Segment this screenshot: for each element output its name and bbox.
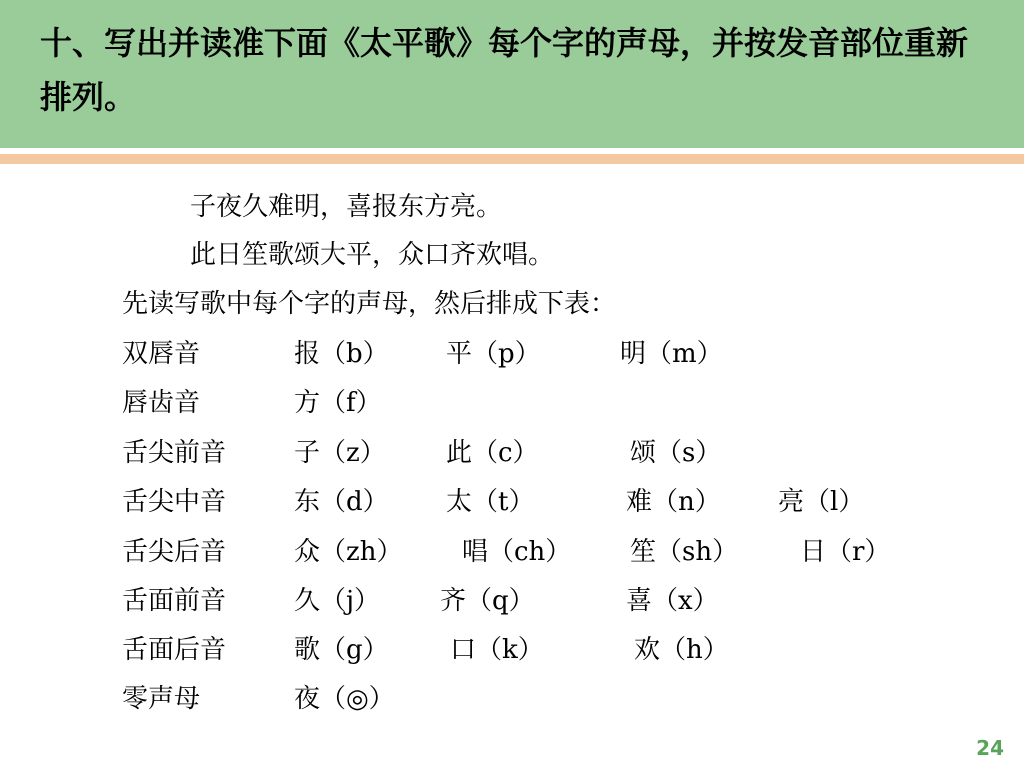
instruction-text: 先读写歌中每个字的声母，然后排成下表：: [122, 289, 617, 319]
row-category: 舌尖中音: [122, 487, 227, 517]
row-item: 口（k）: [450, 635, 544, 665]
row-item: 歌（g）: [294, 635, 389, 665]
row-item: 平（p）: [446, 339, 541, 369]
row-category: 双唇音: [122, 339, 201, 369]
row-item: 子（z）: [294, 438, 386, 468]
row-item: 颂（s）: [630, 438, 722, 468]
row-item: 亮（l）: [778, 487, 865, 517]
row-item: 久（j）: [294, 586, 381, 616]
row-item: 众（zh）: [294, 537, 403, 567]
row-category: 舌面前音: [122, 586, 227, 616]
row-item: 东（d）: [294, 487, 389, 517]
row-item: 方（f）: [294, 388, 382, 418]
poem-line-2: 此日笙歌颂大平，众口齐欢唱。: [190, 240, 555, 270]
row-item: 齐（q）: [440, 586, 535, 616]
page-title: 十、写出并读准下面《太平歌》每个字的声母，并按发音部位重新排列。: [40, 24, 969, 116]
poem-line-1: 子夜久难明，喜报东方亮。: [190, 192, 503, 222]
row-category: 舌尖前音: [122, 438, 227, 468]
row-category: 零声母: [122, 684, 201, 714]
row-item: 难（n）: [626, 487, 721, 517]
row-category: 唇齿音: [122, 388, 201, 418]
row-item: 欢（h）: [634, 635, 729, 665]
row-item: 明（m）: [620, 339, 723, 369]
row-item: 此（c）: [446, 438, 539, 468]
row-item: 笙（sh）: [630, 537, 739, 567]
row-item: 喜（x）: [626, 586, 719, 616]
row-category: 舌尖后音: [122, 537, 227, 567]
row-item: 唱（ch）: [462, 537, 572, 567]
row-category: 舌面后音: [122, 635, 227, 665]
row-item: 报（b）: [294, 339, 389, 369]
divider-orange: [0, 154, 1024, 164]
row-item: 太（t）: [446, 487, 535, 517]
row-item: 夜（◎）: [294, 684, 395, 714]
title-banner: [0, 0, 1024, 148]
row-item: 日（r）: [800, 537, 891, 567]
page-number: 24: [976, 736, 1004, 760]
